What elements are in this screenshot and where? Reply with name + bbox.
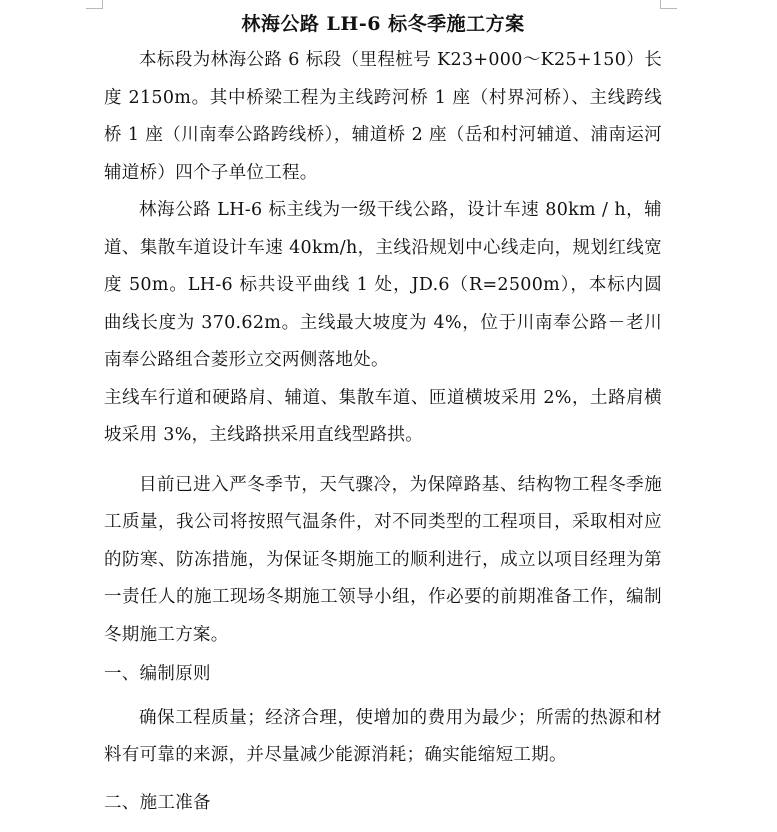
page-corner-mark-right <box>660 0 677 9</box>
document-title: 林海公路 LH-6 标冬季施工方案 <box>241 13 525 35</box>
paragraph-overview: 本标段为林海公路 6 标段（里程桩号 K23+000～K25+150）长度 2150m。其中桥梁工程为主线跨河桥 1 座（村界河桥）、主线跨线桥 1 座（川南奉公路跨线桥），辅道桥 2 座（岳和村河辅道、浦南运河辅道桥）四个子单位工程。 <box>104 50 662 183</box>
paragraph-principles: 确保工程质量；经济合理，使增加的费用为最少；所需的热源和材料有可靠的来源，并尽量减少能源消耗；确实能缩短工期。 <box>104 707 662 765</box>
document-page <box>104 6 662 822</box>
section-heading-principles: 一、编制原则 <box>104 664 211 684</box>
section-heading-preparation: 二、施工准备 <box>104 792 211 813</box>
paragraph-design-speed: 林海公路 LH-6 标主线为一级干线公路，设计车速 80km / h，辅道、集散车道设计车速 40km/h，主线沿规划中心线走向，规划红线宽度 50m。LH-6 标共设平曲线 1 处，JD.6（R=2500m），本标内圆曲线长度为 370.62m。主线最大坡度为 4%，位于川南奉公路－老川南奉公路组合菱形立交两侧落地处。 <box>104 200 662 370</box>
paragraph-cross-slope: 主线车行道和硬路肩、辅道、集散车道、匝道横坡采用 2%，土路肩横坡采用 3%，主线路拱采用直线型路拱。 <box>104 387 662 445</box>
paragraph-winter-intro: 目前已进入严冬季节，天气骤冷，为保障路基、结构物工程冬季施工质量，我公司将按照气温条件，对不同类型的工程项目，采取相对应的防寒、防冻措施，为保证冬期施工的顺利进行，成立以项目经理为第一责任人的施工现场冬期施工领导小组，作必要的前期准备工作，编制冬期施工方案。 <box>104 474 662 645</box>
page-corner-mark-left <box>86 0 103 9</box>
